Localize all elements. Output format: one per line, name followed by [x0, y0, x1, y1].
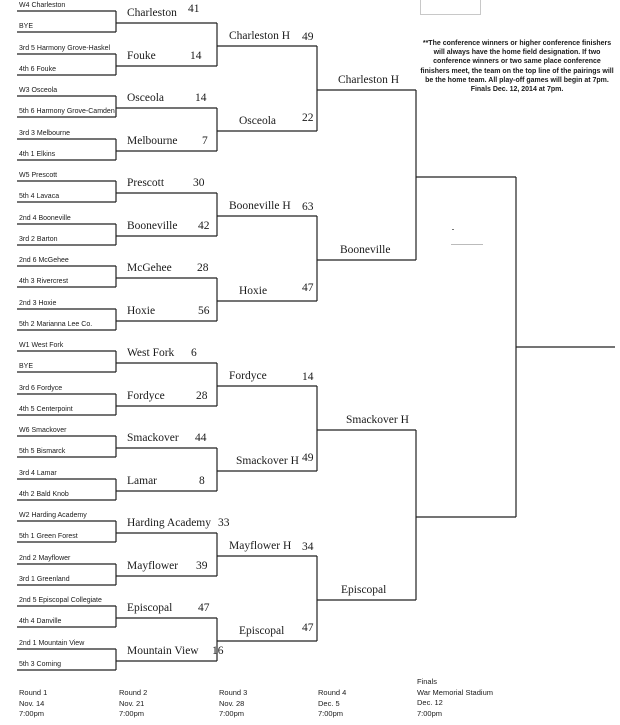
round-2-score: 56 [198, 305, 210, 317]
round-2-team: McGehee [127, 262, 172, 274]
round-1-entry: 2nd 2 Mayflower [19, 555, 71, 562]
round-2-score: 30 [193, 177, 205, 189]
round-1-entry: 3rd 1 Greenland [19, 576, 70, 583]
round-4-team: Smackover H [346, 414, 409, 426]
round-1-entry: 4th 4 Danville [19, 618, 62, 625]
round-1-entry: 2nd 4 Booneville [19, 215, 71, 222]
footer-text: 7:00pm [417, 708, 443, 718]
round-2-score: 47 [198, 602, 210, 614]
round-1-entry: 5th 5 Bismarck [19, 448, 66, 455]
round-4-team: Episcopal [341, 584, 387, 596]
round-3-team: Hoxie [239, 285, 268, 297]
round-3-score: 47 [302, 622, 314, 634]
round-1-entry: BYE [19, 363, 34, 370]
round-2-team: Mayflower [127, 560, 179, 572]
round-1-entry: 4th 5 Centerpoint [19, 406, 73, 413]
round-3-score: 49 [302, 31, 314, 43]
footer-text: Round 4 [318, 688, 347, 697]
round-4-team: Charleston H [338, 74, 400, 86]
footer-text: Dec. 5 [318, 698, 340, 708]
round-2-team: Episcopal [127, 602, 173, 614]
header-box [420, 0, 481, 15]
round-2-score: 6 [191, 347, 197, 359]
footer-text: 7:00pm [219, 709, 245, 718]
home-field-note: **The conference winners or higher conference finishers will always have the home field designation. If two conference winners or two same place conference finishers meet, the team on the top line of the pairings will be the home team. All play-off games will begin at 7pm. Finals Dec. 12, 2014 at 7pm. [420, 40, 614, 94]
round-1-entry: 2nd 5 Episcopal Collegiate [19, 597, 102, 604]
round-2-score: 39 [196, 560, 208, 572]
round-2-team: Booneville [127, 220, 178, 232]
round-3-score: 63 [302, 201, 314, 213]
footer-text: Nov. 21 [119, 698, 145, 708]
round-2-score: 28 [197, 262, 209, 274]
round-1-entry: 4th 2 Bald Knob [19, 491, 69, 498]
round-1-entry: 5th 3 Corning [19, 661, 62, 668]
footer-text: Dec. 12 [417, 698, 443, 707]
round-1-entry: 3rd 2 Barton [19, 236, 58, 243]
round-3-team: Charleston H [229, 30, 291, 42]
round-2-score: 7 [202, 135, 208, 147]
round-1-entry: W4 Charleston [19, 2, 66, 9]
round-3-score: 47 [302, 282, 314, 294]
round-1-entry: 4th 3 Rivercrest [19, 278, 69, 285]
round-3-team: Osceola [239, 115, 277, 127]
round-2-team: Lamar [127, 475, 158, 487]
footer-text: Round 1 [19, 688, 48, 697]
round-2-score: 28 [196, 390, 208, 402]
round-2-team: Fouke [127, 50, 156, 62]
round-1-entry: BYE [19, 23, 34, 30]
round-1-entry: W2 Harding Academy [19, 512, 87, 519]
round-3-team: Fordyce [229, 370, 267, 382]
round-2-score: 33 [218, 517, 230, 529]
round-3-score: 14 [302, 371, 314, 383]
round-2-team: Mountain View [127, 645, 199, 657]
round-3-team: Booneville H [229, 200, 291, 212]
footer-text: Finals [417, 677, 438, 686]
round-3-team: Smackover H [236, 455, 299, 467]
round-1-entry: 2nd 6 McGehee [19, 257, 69, 264]
round-2-team: Osceola [127, 92, 165, 104]
round-3-score: 34 [302, 541, 314, 553]
round-1-entry: 3rd 3 Melbourne [19, 130, 70, 137]
round-1-entry: W5 Prescott [19, 172, 58, 179]
round-1-entry: W1 West Fork [19, 342, 64, 349]
round-1-entry: 3rd 4 Lamar [19, 470, 57, 477]
round-1-entry: 5th 6 Harmony Grove-Camden [19, 108, 115, 115]
round-1-entry: 5th 4 Lavaca [19, 193, 60, 200]
round-2-team: Charleston [127, 7, 177, 19]
round-3-team: Mayflower H [229, 540, 292, 552]
finals-line [451, 244, 483, 245]
round-2-team: Fordyce [127, 390, 165, 402]
round-3-score: 49 [302, 452, 314, 464]
round-1-entry: W6 Smackover [19, 427, 67, 434]
stray-mark [452, 229, 454, 230]
round-1-entry: W3 Osceola [19, 87, 58, 94]
round-1-entry: 2nd 3 Hoxie [19, 300, 57, 307]
round-1-entry: 4th 6 Fouke [19, 66, 56, 73]
round-3-team: Episcopal [239, 625, 285, 637]
round-1-entry: 4th 1 Elkins [19, 151, 56, 158]
round-2-score: 16 [212, 645, 224, 657]
round-1-entry: 3rd 5 Harmony Grove-Haskel [19, 45, 111, 52]
footer-text: 7:00pm [318, 709, 344, 718]
footer-text: 7:00pm [119, 709, 145, 718]
round-2-score: 41 [188, 3, 200, 15]
round-2-team: West Fork [127, 347, 175, 359]
round-2-team: Harding Academy [127, 517, 211, 529]
round-3-score: 22 [302, 112, 314, 124]
round-2-team: Melbourne [127, 135, 178, 147]
round-2-score: 14 [195, 92, 207, 104]
footer-text: Round 2 [119, 688, 148, 697]
round-2-team: Hoxie [127, 305, 156, 317]
footer-text: War Memorial Stadium [417, 687, 493, 697]
round-1-entry: 5th 1 Green Forest [19, 533, 78, 540]
round-2-score: 8 [199, 475, 205, 487]
round-1-entry: 5th 2 Marianna Lee Co. [19, 321, 93, 328]
round-4-team: Booneville [340, 244, 391, 256]
footer-text: Nov. 14 [19, 698, 45, 708]
round-2-score: 14 [190, 50, 202, 62]
footer-text: 7:00pm [19, 709, 45, 718]
round-1-entry: 3rd 6 Fordyce [19, 385, 63, 392]
round-2-team: Smackover [127, 432, 179, 444]
round-2-score: 42 [198, 220, 210, 232]
round-2-team: Prescott [127, 177, 165, 189]
round-2-score: 44 [195, 432, 207, 444]
footer-text: Round 3 [219, 688, 248, 697]
footer-text: Nov. 28 [219, 698, 245, 708]
round-1-entry: 2nd 1 Mountain View [19, 640, 85, 647]
